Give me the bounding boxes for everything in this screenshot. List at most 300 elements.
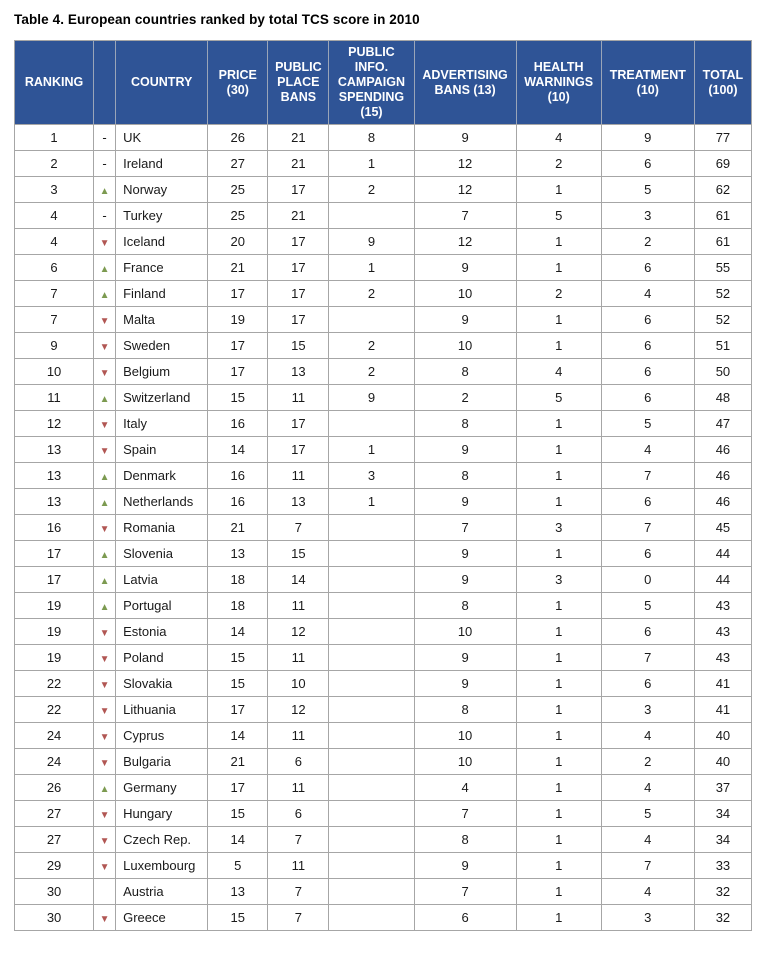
cell-ranking: 6 (15, 255, 94, 281)
cell-ranking: 30 (15, 905, 94, 931)
rank-same-dash: - (102, 208, 107, 223)
cell-ranking: 11 (15, 385, 94, 411)
cell-campaign-spending (329, 541, 414, 567)
cell-public-place-bans: 21 (268, 151, 329, 177)
cell-ranking: 17 (15, 567, 94, 593)
cell-health-warnings: 1 (516, 775, 601, 801)
rank-same-dash: - (102, 156, 107, 171)
cell-treatment: 9 (601, 125, 694, 151)
cell-country: Germany (116, 775, 208, 801)
cell-treatment: 7 (601, 853, 694, 879)
cell-price: 15 (208, 671, 268, 697)
cell-campaign-spending: 3 (329, 463, 414, 489)
cell-country: Hungary (116, 801, 208, 827)
cell-health-warnings: 2 (516, 151, 601, 177)
cell-total: 69 (694, 151, 751, 177)
cell-total: 55 (694, 255, 751, 281)
cell-public-place-bans: 13 (268, 489, 329, 515)
cell-public-place-bans: 6 (268, 749, 329, 775)
cell-campaign-spending: 2 (329, 281, 414, 307)
column-header-public-place-bans: PUBLIC PLACE BANS (268, 41, 329, 125)
cell-advertising-bans: 10 (414, 619, 516, 645)
rank-down-icon: ▼ (99, 420, 110, 431)
cell-change (94, 723, 116, 749)
cell-campaign-spending: 2 (329, 177, 414, 203)
rank-up-icon: ▲ (99, 576, 110, 587)
cell-campaign-spending (329, 411, 414, 437)
rank-down-icon: ▼ (99, 680, 110, 691)
cell-country: France (116, 255, 208, 281)
cell-ranking: 30 (15, 879, 94, 905)
cell-health-warnings: 1 (516, 593, 601, 619)
cell-campaign-spending: 8 (329, 125, 414, 151)
cell-ranking: 27 (15, 827, 94, 853)
table-row (15, 879, 752, 905)
cell-treatment: 5 (601, 411, 694, 437)
cell-ranking: 3 (15, 177, 94, 203)
cell-change (94, 827, 116, 853)
cell-country: Denmark (116, 463, 208, 489)
cell-price: 26 (208, 125, 268, 151)
cell-change (94, 463, 116, 489)
cell-price: 27 (208, 151, 268, 177)
cell-health-warnings: 4 (516, 125, 601, 151)
cell-country: Iceland (116, 229, 208, 255)
cell-change (94, 255, 116, 281)
cell-campaign-spending: 9 (329, 385, 414, 411)
cell-change (94, 879, 116, 905)
cell-price: 21 (208, 749, 268, 775)
cell-advertising-bans: 12 (414, 229, 516, 255)
cell-country: Cyprus (116, 723, 208, 749)
column-header-treatment: TREATMENT (10) (601, 41, 694, 125)
cell-health-warnings: 1 (516, 177, 601, 203)
cell-country: Poland (116, 645, 208, 671)
cell-advertising-bans: 10 (414, 333, 516, 359)
table-row (15, 827, 752, 853)
rank-up-icon: ▲ (99, 186, 110, 197)
column-header-total: TOTAL (100) (694, 41, 751, 125)
cell-country: Sweden (116, 333, 208, 359)
cell-public-place-bans: 7 (268, 879, 329, 905)
table-row (15, 749, 752, 775)
cell-total: 51 (694, 333, 751, 359)
cell-country: UK (116, 125, 208, 151)
cell-country: Turkey (116, 203, 208, 229)
cell-ranking: 13 (15, 489, 94, 515)
cell-price: 21 (208, 255, 268, 281)
cell-treatment: 4 (601, 827, 694, 853)
tcs-score-table (14, 40, 752, 931)
cell-advertising-bans: 4 (414, 775, 516, 801)
cell-price: 14 (208, 437, 268, 463)
table-row (15, 281, 752, 307)
cell-total: 46 (694, 489, 751, 515)
cell-campaign-spending: 1 (329, 437, 414, 463)
rank-down-icon: ▼ (99, 810, 110, 821)
cell-treatment: 6 (601, 307, 694, 333)
cell-change (94, 333, 116, 359)
cell-treatment: 6 (601, 255, 694, 281)
cell-campaign-spending: 2 (329, 359, 414, 385)
cell-campaign-spending (329, 567, 414, 593)
cell-campaign-spending (329, 853, 414, 879)
cell-change (94, 515, 116, 541)
cell-health-warnings: 1 (516, 229, 601, 255)
cell-campaign-spending (329, 775, 414, 801)
cell-change (94, 307, 116, 333)
rank-same-dash: - (102, 130, 107, 145)
cell-country: Finland (116, 281, 208, 307)
cell-change (94, 177, 116, 203)
cell-health-warnings: 1 (516, 437, 601, 463)
column-header-ranking: RANKING (15, 41, 94, 125)
cell-country: Bulgaria (116, 749, 208, 775)
cell-change (94, 775, 116, 801)
cell-ranking: 4 (15, 203, 94, 229)
cell-change (94, 125, 116, 151)
rank-up-icon: ▲ (99, 472, 110, 483)
cell-advertising-bans: 9 (414, 853, 516, 879)
cell-change (94, 619, 116, 645)
cell-campaign-spending (329, 827, 414, 853)
cell-treatment: 4 (601, 437, 694, 463)
cell-treatment: 4 (601, 879, 694, 905)
cell-health-warnings: 1 (516, 827, 601, 853)
cell-health-warnings: 1 (516, 541, 601, 567)
cell-ranking: 22 (15, 671, 94, 697)
cell-change (94, 853, 116, 879)
cell-ranking: 4 (15, 229, 94, 255)
cell-advertising-bans: 7 (414, 801, 516, 827)
cell-advertising-bans: 12 (414, 177, 516, 203)
table-row (15, 775, 752, 801)
cell-total: 43 (694, 645, 751, 671)
cell-campaign-spending (329, 905, 414, 931)
cell-treatment: 6 (601, 489, 694, 515)
cell-campaign-spending: 2 (329, 333, 414, 359)
rank-up-icon: ▲ (99, 784, 110, 795)
cell-total: 61 (694, 229, 751, 255)
cell-health-warnings: 4 (516, 359, 601, 385)
cell-change (94, 151, 116, 177)
cell-treatment: 6 (601, 671, 694, 697)
cell-total: 33 (694, 853, 751, 879)
cell-public-place-bans: 11 (268, 723, 329, 749)
cell-health-warnings: 1 (516, 801, 601, 827)
cell-total: 46 (694, 463, 751, 489)
cell-change (94, 489, 116, 515)
cell-public-place-bans: 15 (268, 333, 329, 359)
cell-health-warnings: 1 (516, 411, 601, 437)
cell-total: 52 (694, 281, 751, 307)
cell-public-place-bans: 11 (268, 645, 329, 671)
cell-health-warnings: 1 (516, 671, 601, 697)
cell-price: 15 (208, 905, 268, 931)
rank-down-icon: ▼ (99, 316, 110, 327)
cell-price: 17 (208, 333, 268, 359)
cell-public-place-bans: 17 (268, 177, 329, 203)
cell-price: 17 (208, 359, 268, 385)
cell-advertising-bans: 6 (414, 905, 516, 931)
column-header-advertising-bans: ADVERTISING BANS (13) (414, 41, 516, 125)
cell-health-warnings: 1 (516, 489, 601, 515)
cell-public-place-bans: 7 (268, 515, 329, 541)
cell-treatment: 7 (601, 463, 694, 489)
cell-campaign-spending (329, 307, 414, 333)
cell-ranking: 19 (15, 645, 94, 671)
cell-campaign-spending (329, 645, 414, 671)
cell-public-place-bans: 14 (268, 567, 329, 593)
cell-change (94, 385, 116, 411)
rank-down-icon: ▼ (99, 446, 110, 457)
cell-public-place-bans: 11 (268, 853, 329, 879)
cell-total: 44 (694, 541, 751, 567)
cell-total: 41 (694, 697, 751, 723)
cell-public-place-bans: 17 (268, 411, 329, 437)
cell-ranking: 16 (15, 515, 94, 541)
cell-ranking: 12 (15, 411, 94, 437)
cell-country: Greece (116, 905, 208, 931)
column-header-rank-change (94, 41, 116, 125)
cell-advertising-bans: 9 (414, 671, 516, 697)
cell-country: Luxembourg (116, 853, 208, 879)
cell-total: 62 (694, 177, 751, 203)
cell-treatment: 0 (601, 567, 694, 593)
cell-total: 34 (694, 827, 751, 853)
cell-advertising-bans: 8 (414, 411, 516, 437)
cell-advertising-bans: 9 (414, 645, 516, 671)
cell-advertising-bans: 10 (414, 749, 516, 775)
cell-health-warnings: 1 (516, 749, 601, 775)
cell-health-warnings: 1 (516, 307, 601, 333)
cell-public-place-bans: 17 (268, 307, 329, 333)
cell-country: Slovakia (116, 671, 208, 697)
cell-advertising-bans: 9 (414, 255, 516, 281)
table-row (15, 723, 752, 749)
cell-country: Spain (116, 437, 208, 463)
column-header-price: PRICE (30) (208, 41, 268, 125)
rank-down-icon: ▼ (99, 862, 110, 873)
cell-treatment: 6 (601, 333, 694, 359)
cell-health-warnings: 3 (516, 515, 601, 541)
cell-total: 44 (694, 567, 751, 593)
cell-price: 15 (208, 801, 268, 827)
cell-total: 43 (694, 593, 751, 619)
cell-total: 40 (694, 749, 751, 775)
cell-total: 52 (694, 307, 751, 333)
rank-up-icon: ▲ (99, 290, 110, 301)
rank-down-icon: ▼ (99, 628, 110, 639)
table-row (15, 515, 752, 541)
cell-treatment: 5 (601, 593, 694, 619)
cell-advertising-bans: 8 (414, 359, 516, 385)
cell-advertising-bans: 7 (414, 203, 516, 229)
table-row (15, 385, 752, 411)
cell-price: 18 (208, 593, 268, 619)
cell-country: Estonia (116, 619, 208, 645)
cell-public-place-bans: 11 (268, 463, 329, 489)
cell-public-place-bans: 11 (268, 385, 329, 411)
cell-advertising-bans: 12 (414, 151, 516, 177)
column-header-country: COUNTRY (116, 41, 208, 125)
cell-change (94, 645, 116, 671)
cell-campaign-spending (329, 723, 414, 749)
cell-price: 17 (208, 697, 268, 723)
cell-treatment: 4 (601, 775, 694, 801)
cell-price: 18 (208, 567, 268, 593)
cell-country: Switzerland (116, 385, 208, 411)
table-row (15, 541, 752, 567)
cell-total: 41 (694, 671, 751, 697)
cell-country: Ireland (116, 151, 208, 177)
cell-treatment: 4 (601, 281, 694, 307)
cell-total: 37 (694, 775, 751, 801)
cell-health-warnings: 1 (516, 879, 601, 905)
cell-public-place-bans: 21 (268, 125, 329, 151)
table-row (15, 411, 752, 437)
cell-treatment: 2 (601, 749, 694, 775)
cell-campaign-spending: 9 (329, 229, 414, 255)
cell-price: 20 (208, 229, 268, 255)
cell-price: 13 (208, 541, 268, 567)
rank-down-icon: ▼ (99, 732, 110, 743)
cell-country: Lithuania (116, 697, 208, 723)
table-body (15, 125, 752, 931)
cell-total: 50 (694, 359, 751, 385)
table-row (15, 307, 752, 333)
cell-advertising-bans: 9 (414, 125, 516, 151)
table-row (15, 437, 752, 463)
rank-down-icon: ▼ (99, 524, 110, 535)
cell-price: 16 (208, 411, 268, 437)
table-row (15, 333, 752, 359)
cell-country: Norway (116, 177, 208, 203)
cell-price: 14 (208, 723, 268, 749)
cell-ranking: 29 (15, 853, 94, 879)
cell-advertising-bans: 7 (414, 879, 516, 905)
cell-change (94, 671, 116, 697)
cell-total: 61 (694, 203, 751, 229)
cell-public-place-bans: 17 (268, 229, 329, 255)
cell-change (94, 229, 116, 255)
table-row (15, 125, 752, 151)
table-row (15, 853, 752, 879)
cell-country: Belgium (116, 359, 208, 385)
cell-country: Slovenia (116, 541, 208, 567)
table-row (15, 463, 752, 489)
cell-total: 77 (694, 125, 751, 151)
cell-change (94, 697, 116, 723)
rank-up-icon: ▲ (99, 498, 110, 509)
cell-advertising-bans: 9 (414, 437, 516, 463)
table-row (15, 177, 752, 203)
cell-price: 17 (208, 281, 268, 307)
cell-change (94, 801, 116, 827)
cell-country: Austria (116, 879, 208, 905)
cell-campaign-spending (329, 619, 414, 645)
cell-advertising-bans: 8 (414, 697, 516, 723)
table-row (15, 801, 752, 827)
cell-price: 15 (208, 385, 268, 411)
table-row (15, 229, 752, 255)
cell-health-warnings: 1 (516, 697, 601, 723)
cell-health-warnings: 1 (516, 723, 601, 749)
cell-ranking: 10 (15, 359, 94, 385)
cell-treatment: 7 (601, 645, 694, 671)
table-title: Table 4. European countries ranked by total TCS score in 2010 (14, 12, 420, 27)
cell-advertising-bans: 9 (414, 489, 516, 515)
cell-change (94, 749, 116, 775)
cell-campaign-spending (329, 697, 414, 723)
cell-change (94, 541, 116, 567)
cell-change (94, 203, 116, 229)
cell-treatment: 3 (601, 203, 694, 229)
cell-public-place-bans: 12 (268, 619, 329, 645)
rank-down-icon: ▼ (99, 654, 110, 665)
cell-ranking: 24 (15, 723, 94, 749)
cell-treatment: 5 (601, 801, 694, 827)
cell-treatment: 5 (601, 177, 694, 203)
cell-total: 48 (694, 385, 751, 411)
cell-advertising-bans: 10 (414, 723, 516, 749)
cell-treatment: 3 (601, 697, 694, 723)
cell-public-place-bans: 10 (268, 671, 329, 697)
cell-health-warnings: 1 (516, 905, 601, 931)
cell-price: 5 (208, 853, 268, 879)
cell-total: 32 (694, 879, 751, 905)
cell-country: Malta (116, 307, 208, 333)
cell-ranking: 19 (15, 593, 94, 619)
cell-health-warnings: 1 (516, 255, 601, 281)
column-header-campaign-spending: PUBLIC INFO. CAMPAIGN SPENDING (15) (329, 41, 414, 125)
column-header-health-warnings: HEALTH WARNINGS (10) (516, 41, 601, 125)
cell-health-warnings: 1 (516, 333, 601, 359)
cell-price: 15 (208, 645, 268, 671)
cell-ranking: 24 (15, 749, 94, 775)
cell-total: 43 (694, 619, 751, 645)
cell-health-warnings: 1 (516, 619, 601, 645)
rank-down-icon: ▼ (99, 368, 110, 379)
rank-down-icon: ▼ (99, 758, 110, 769)
cell-ranking: 1 (15, 125, 94, 151)
cell-public-place-bans: 15 (268, 541, 329, 567)
cell-change (94, 411, 116, 437)
cell-public-place-bans: 17 (268, 437, 329, 463)
cell-treatment: 6 (601, 619, 694, 645)
cell-country: Latvia (116, 567, 208, 593)
cell-country: Portugal (116, 593, 208, 619)
cell-public-place-bans: 7 (268, 827, 329, 853)
rank-down-icon: ▼ (99, 706, 110, 717)
cell-treatment: 6 (601, 359, 694, 385)
cell-change (94, 437, 116, 463)
cell-public-place-bans: 12 (268, 697, 329, 723)
cell-campaign-spending: 1 (329, 151, 414, 177)
cell-advertising-bans: 9 (414, 307, 516, 333)
cell-campaign-spending (329, 203, 414, 229)
cell-health-warnings: 1 (516, 645, 601, 671)
cell-advertising-bans: 10 (414, 281, 516, 307)
cell-public-place-bans: 17 (268, 255, 329, 281)
cell-total: 34 (694, 801, 751, 827)
table-row (15, 619, 752, 645)
cell-campaign-spending: 1 (329, 489, 414, 515)
table-row (15, 151, 752, 177)
cell-health-warnings: 1 (516, 853, 601, 879)
cell-change (94, 359, 116, 385)
cell-ranking: 26 (15, 775, 94, 801)
